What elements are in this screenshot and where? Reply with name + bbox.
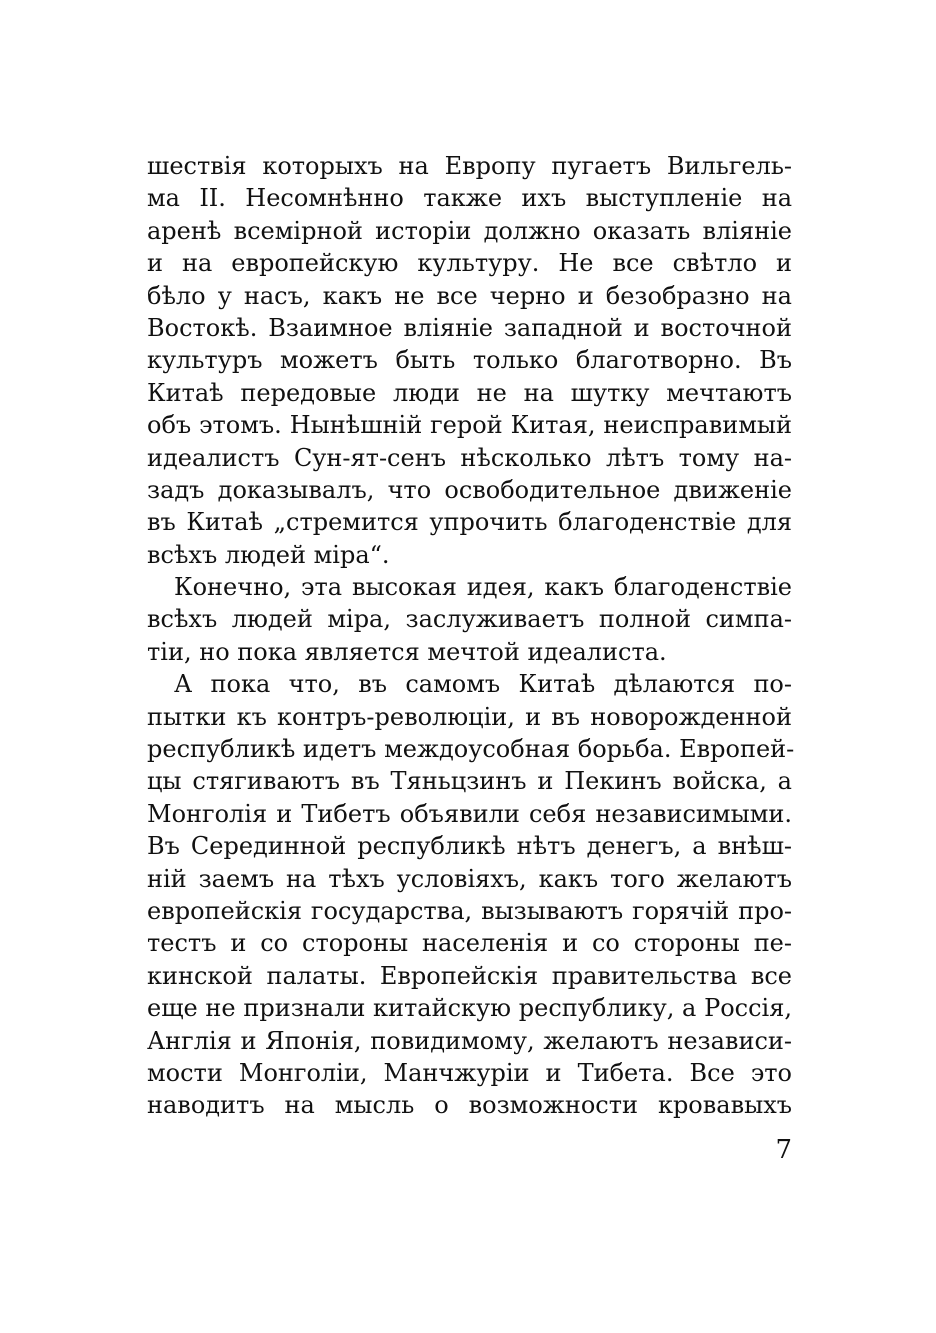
text-line: и на европейскую культуру. Не все свѣтло и — [147, 249, 792, 278]
text-line: бѣло у насъ, какъ не все черно и безобразно на — [147, 281, 792, 310]
text-line: культуръ можетъ быть только благотворно. Въ — [147, 346, 792, 375]
text-line: кинской палаты. Европейскія правительства все — [147, 961, 792, 990]
text-line: Въ Серединной республикѣ нѣтъ денегъ, а внѣш- — [147, 832, 792, 861]
text-line: задъ доказывалъ, что освободительное движеніе — [147, 475, 792, 504]
text-line: въ Китаѣ „стремится упрочить благоденствіе для — [147, 508, 792, 537]
text-line: Китаѣ передовые люди не на шутку мечтаютъ — [147, 378, 792, 407]
text-line: еще не признали китайскую республику, а Россія, — [147, 994, 792, 1023]
text-line: тестъ и со стороны населенія и со стороны пе- — [147, 929, 792, 958]
text-line: цы стягиваютъ въ Тяньцзинъ и Пекинъ войска, а — [147, 767, 792, 796]
text-line: Востокѣ. Взаимное вліяніе западной и восточной — [147, 313, 792, 342]
paragraph-start-line: Конечно, эта высокая идея, какъ благоденствіе — [174, 573, 792, 602]
text-line: аренѣ всемірной исторіи должно оказать вліяніе — [147, 216, 792, 245]
text-line: мости Монголіи, Манчжуріи и Тибета. Все это — [147, 1058, 792, 1087]
text-line: пытки къ контръ-революціи, и въ новорожденной — [147, 702, 792, 731]
page-body-text — [147, 150, 795, 1122]
text-line: наводитъ на мысль о возможности кровавыхъ — [147, 1091, 792, 1120]
text-line: Монголія и Тибетъ объявили себя независимыми. — [147, 799, 792, 828]
text-line: республикѣ идетъ междоусобная борьба. Европей- — [147, 735, 795, 764]
text-line: Англія и Японія, повидимому, желаютъ независи- — [147, 1026, 792, 1055]
text-line: идеалистъ Сун-ят-сенъ нѣсколько лѣтъ тому на- — [147, 443, 792, 472]
paragraph-start-line: А пока что, въ самомъ Китаѣ дѣлаются по- — [174, 670, 792, 699]
text-line: ма II. Несомнѣнно также ихъ выступленіе на — [147, 184, 792, 213]
text-line: объ этомъ. Нынѣшній герой Китая, неисправимый — [147, 411, 792, 440]
text-line: европейскія государства, вызываютъ горячій про- — [147, 896, 792, 925]
paragraph-end-line: тіи, но пока является мечтой идеалиста. — [147, 637, 667, 666]
page-number: 7 — [775, 1135, 792, 1165]
paragraph-end-line: всѣхъ людей міра“. — [147, 540, 390, 569]
text-line: шествія которыхъ на Европу пугаетъ Вильгель- — [147, 152, 792, 180]
text-line: всѣхъ людей міра, заслуживаетъ полной симпа- — [147, 605, 792, 634]
text-line: ній заемъ на тѣхъ условіяхъ, какъ того желаютъ — [147, 864, 792, 893]
